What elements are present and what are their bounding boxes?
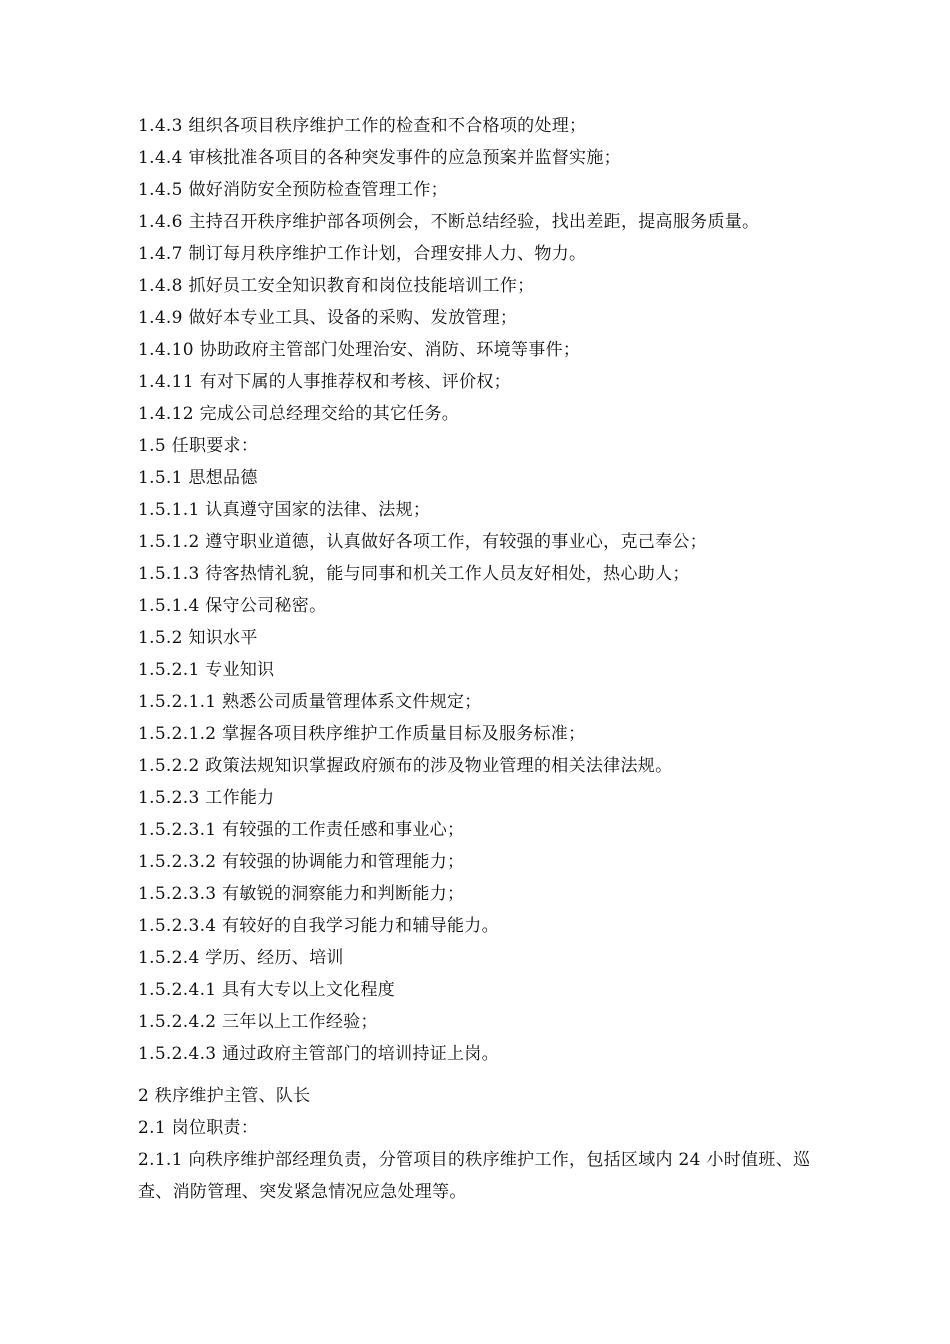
- text-line-1-5-1-1: 1.5.1.1 认真遵守国家的法律、法规；: [138, 500, 431, 520]
- text-line-1-4-3: 1.4.3 组织各项目秩序维护工作的检查和不合格项的处理；: [138, 116, 587, 136]
- text-line-1-5-2-3-3: 1.5.2.3.3 有敏锐的洞察能力和判断能力；: [138, 884, 465, 904]
- section-heading-1-5: 1.5 任职要求：: [138, 436, 259, 456]
- text-line-1-5-2-4-1: 1.5.2.4.1 具有大专以上文化程度: [138, 980, 396, 1000]
- text-line-1-5-2-4-2: 1.5.2.4.2 三年以上工作经验；: [138, 1012, 378, 1032]
- text-line-1-4-5: 1.4.5 做好消防安全预防检查管理工作；: [138, 180, 448, 200]
- document-body: [138, 110, 828, 1208]
- text-line-1-5-2-2: 1.5.2.2 政策法规知识掌握政府颁布的涉及物业管理的相关法律法规。: [138, 756, 673, 776]
- text-line-1-4-12: 1.4.12 完成公司总经理交给的其它任务。: [138, 404, 460, 424]
- text-line-1-5-2-3-4: 1.5.2.3.4 有较好的自我学习能力和辅导能力。: [138, 916, 499, 936]
- text-line-1-5-2-1-1: 1.5.2.1.1 熟悉公司质量管理体系文件规定；: [138, 692, 482, 712]
- paragraph-2-1-1: 2.1.1 向秩序维护部经理负责，分管项目的秩序维护工作，包括区域内 24 小时值班、巡查、消防管理、突发紧急情况应急处理等。: [138, 1150, 811, 1202]
- text-line-1-4-6: 1.4.6 主持召开秩序维护部各项例会，不断总结经验，找出差距，提高服务质量。: [138, 212, 760, 232]
- text-line-1-5-2-3-2: 1.5.2.3.2 有较强的协调能力和管理能力；: [138, 852, 465, 872]
- section-spacer: [138, 1070, 828, 1080]
- text-line-1-5-1-3: 1.5.1.3 待客热情礼貌，能与同事和机关工作人员友好相处，热心助人；: [138, 564, 690, 584]
- text-line-1-5-2-1-2: 1.5.2.1.2 掌握各项目秩序维护工作质量目标及服务标准；: [138, 724, 586, 744]
- subsection-heading-1-5-1: 1.5.1 思想品德: [138, 468, 258, 488]
- subsection-heading-2-1: 2.1 岗位职责：: [138, 1118, 259, 1138]
- text-line-1-5-2-3-1: 1.5.2.3.1 有较强的工作责任感和事业心；: [138, 820, 465, 840]
- section-heading-2: 2 秩序维护主管、队长: [138, 1086, 311, 1106]
- text-line-1-5-1-4: 1.5.1.4 保守公司秘密。: [138, 596, 327, 616]
- text-line-1-4-8: 1.4.8 抓好员工安全知识教育和岗位技能培训工作；: [138, 276, 535, 296]
- text-line-1-5-1-2: 1.5.1.2 遵守职业道德，认真做好各项工作，有较强的事业心，克己奉公；: [138, 532, 707, 552]
- text-line-1-4-4: 1.4.4 审核批准各项目的各种突发事件的应急预案并监督实施；: [138, 148, 621, 168]
- text-line-1-5-2-4-3: 1.5.2.4.3 通过政府主管部门的培训持证上岗。: [138, 1044, 499, 1064]
- text-line-1-4-11: 1.4.11 有对下属的人事推荐权和考核、评价权；: [138, 372, 511, 392]
- text-line-1-4-9: 1.4.9 做好本专业工具、设备的采购、发放管理；: [138, 308, 518, 328]
- subsection-heading-1-5-2-1: 1.5.2.1 专业知识: [138, 660, 275, 680]
- subsection-heading-1-5-2: 1.5.2 知识水平: [138, 628, 258, 648]
- text-line-1-4-10: 1.4.10 协助政府主管部门处理治安、消防、环境等事件；: [138, 340, 581, 360]
- subsection-heading-1-5-2-3: 1.5.2.3 工作能力: [138, 788, 275, 808]
- subsection-heading-1-5-2-4: 1.5.2.4 学历、经历、培训: [138, 948, 344, 968]
- text-line-1-4-7: 1.4.7 制订每月秩序维护工作计划，合理安排人力、物力。: [138, 244, 587, 264]
